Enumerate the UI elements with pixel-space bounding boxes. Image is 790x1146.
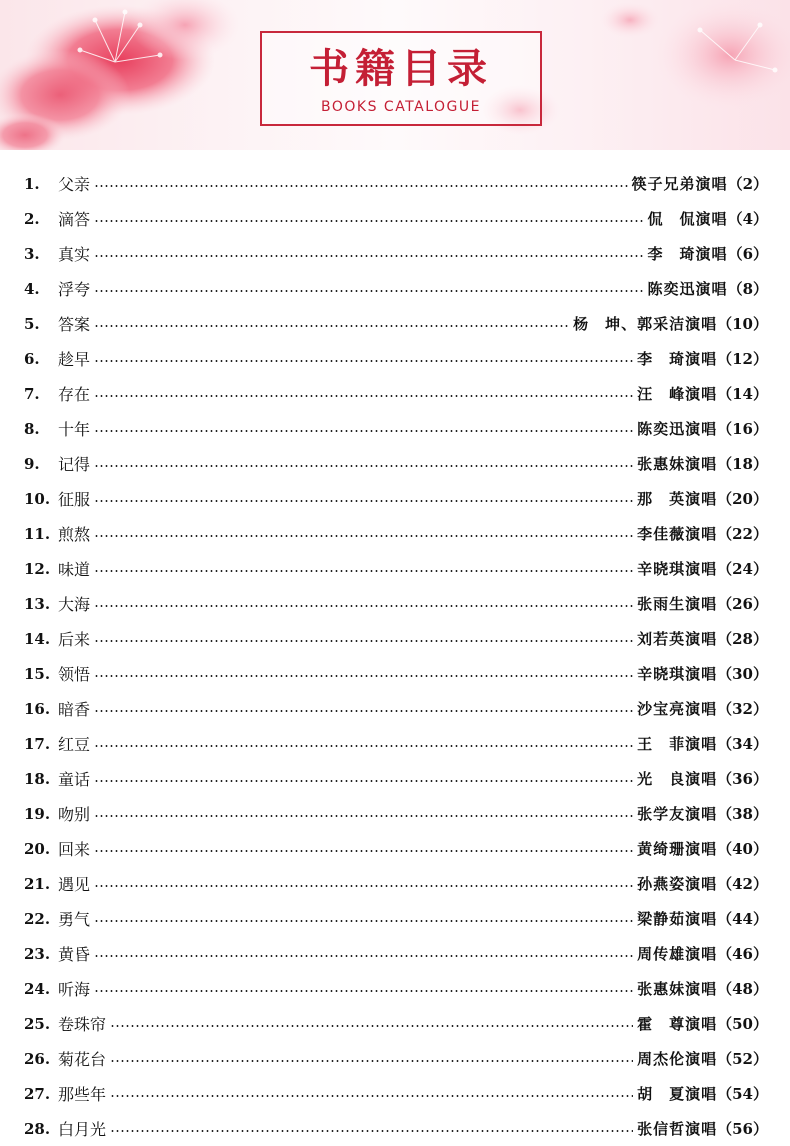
dot-leader <box>94 500 633 502</box>
toc-entry[interactable] <box>24 236 768 271</box>
song-title: 卷珠帘 <box>58 1015 107 1034</box>
page-number: （24） <box>717 560 768 578</box>
song-title: 趁早 <box>58 350 91 369</box>
dot-leader <box>94 780 633 782</box>
dot-leader <box>94 430 633 432</box>
page-number: （2） <box>727 175 768 193</box>
entry-number: 12. <box>24 559 51 578</box>
song-title: 答案 <box>58 315 91 334</box>
song-title: 煎熬 <box>58 525 91 544</box>
page-number: （20） <box>717 490 768 508</box>
dot-leader <box>94 220 644 222</box>
header-banner <box>0 0 790 150</box>
singer-name: 孙燕姿演唱 <box>637 875 718 893</box>
dot-leader <box>94 605 633 607</box>
singer-name: 张惠妹演唱 <box>637 980 718 998</box>
song-title: 领悟 <box>58 665 91 684</box>
toc-entry[interactable] <box>24 481 768 516</box>
song-title: 后来 <box>58 630 91 649</box>
entry-number: 23. <box>24 944 51 963</box>
song-title: 童话 <box>58 770 91 789</box>
page-number: （34） <box>717 735 768 753</box>
toc-entry[interactable] <box>24 656 768 691</box>
toc-entry[interactable] <box>24 726 768 761</box>
singer-name: 李佳薇演唱 <box>637 525 718 543</box>
entry-number: 6. <box>24 349 40 368</box>
song-title: 味道 <box>58 560 91 579</box>
song-title: 勇气 <box>58 910 91 929</box>
singer-name: 李 琦演唱 <box>647 245 728 263</box>
singer-name: 汪 峰演唱 <box>637 385 718 403</box>
page-number: （8） <box>727 280 768 298</box>
dot-leader <box>110 1095 633 1097</box>
entry-number: 3. <box>24 244 40 263</box>
toc-entry[interactable] <box>24 446 768 481</box>
song-title: 浮夸 <box>58 280 91 299</box>
entry-number: 28. <box>24 1119 51 1138</box>
dot-leader <box>94 885 633 887</box>
dot-leader <box>94 360 633 362</box>
page-number: （14） <box>717 385 768 403</box>
page-number: （16） <box>717 420 768 438</box>
entry-number: 22. <box>24 909 51 928</box>
page-number: （48） <box>717 980 768 998</box>
entry-number: 16. <box>24 699 51 718</box>
song-title: 那些年 <box>58 1085 107 1104</box>
singer-name: 筷子兄弟演唱 <box>631 175 728 193</box>
toc-entry[interactable] <box>24 201 768 236</box>
entry-number: 24. <box>24 979 51 998</box>
dot-leader <box>94 570 633 572</box>
dot-leader <box>94 640 633 642</box>
entry-number: 5. <box>24 314 40 333</box>
entry-number: 25. <box>24 1014 51 1033</box>
dot-leader <box>94 920 633 922</box>
page-number: （36） <box>717 770 768 788</box>
toc-entry[interactable] <box>24 376 768 411</box>
dot-leader <box>94 990 633 992</box>
dot-leader <box>94 745 633 747</box>
singer-name: 周杰伦演唱 <box>637 1050 718 1068</box>
page-number: （52） <box>717 1050 768 1068</box>
toc-entry[interactable] <box>24 516 768 551</box>
singer-name: 张学友演唱 <box>637 805 718 823</box>
dot-leader <box>110 1025 633 1027</box>
singer-name: 陈奕迅演唱 <box>637 420 718 438</box>
toc-entry[interactable] <box>24 1111 768 1146</box>
toc-entry[interactable] <box>24 166 768 201</box>
song-title: 听海 <box>58 980 91 999</box>
dot-leader <box>94 850 633 852</box>
toc-entry[interactable] <box>24 691 768 726</box>
singer-name: 辛晓琪演唱 <box>637 560 718 578</box>
song-title: 菊花台 <box>58 1050 107 1069</box>
singer-name: 胡 夏演唱 <box>637 1085 718 1103</box>
song-title: 滴答 <box>58 210 91 229</box>
singer-name: 王 菲演唱 <box>637 735 718 753</box>
page-number: （42） <box>717 875 768 893</box>
entry-number: 26. <box>24 1049 51 1068</box>
entry-number: 21. <box>24 874 51 893</box>
toc-entry[interactable] <box>24 901 768 936</box>
song-title: 存在 <box>58 385 91 404</box>
page-number: （10） <box>717 315 768 333</box>
dot-leader <box>94 815 633 817</box>
page-number: （28） <box>717 630 768 648</box>
song-title: 回来 <box>58 840 91 859</box>
singer-name: 光 良演唱 <box>637 770 718 788</box>
page-number: （40） <box>717 840 768 858</box>
entry-number: 19. <box>24 804 51 823</box>
dot-leader <box>94 255 644 257</box>
page-number: （26） <box>717 595 768 613</box>
entry-number: 14. <box>24 629 51 648</box>
entry-number: 1. <box>24 174 40 193</box>
dot-leader <box>94 395 633 397</box>
toc-entry[interactable] <box>24 971 768 1006</box>
toc-entry[interactable] <box>24 936 768 971</box>
toc-entry[interactable] <box>24 411 768 446</box>
toc-entry[interactable] <box>24 831 768 866</box>
singer-name: 那 英演唱 <box>637 490 718 508</box>
dot-leader <box>94 710 633 712</box>
toc-entry[interactable] <box>24 1076 768 1111</box>
song-title: 十年 <box>58 420 91 439</box>
toc-entry[interactable] <box>24 586 768 621</box>
singer-name: 刘若英演唱 <box>637 630 718 648</box>
singer-name: 沙宝亮演唱 <box>637 700 718 718</box>
page-title: 书籍目录 <box>309 46 493 92</box>
singer-name: 杨 坤、郭采洁演唱 <box>573 315 718 333</box>
entry-number: 18. <box>24 769 51 788</box>
song-title: 大海 <box>58 595 91 614</box>
page-number: （6） <box>727 245 768 263</box>
dot-leader <box>110 1130 633 1132</box>
entry-number: 13. <box>24 594 51 613</box>
entry-number: 4. <box>24 279 40 298</box>
dot-leader <box>94 325 569 327</box>
page-number: （4） <box>727 210 768 228</box>
singer-name: 霍 尊演唱 <box>637 1015 718 1033</box>
page-number: （32） <box>717 700 768 718</box>
song-title: 遇见 <box>58 875 91 894</box>
song-title: 吻别 <box>58 805 91 824</box>
singer-name: 李 琦演唱 <box>637 350 718 368</box>
toc-entry[interactable] <box>24 761 768 796</box>
toc-entry[interactable] <box>24 866 768 901</box>
song-title: 暗香 <box>58 700 91 719</box>
dot-leader <box>94 955 633 957</box>
entry-number: 27. <box>24 1084 51 1103</box>
entry-number: 17. <box>24 734 51 753</box>
entry-number: 9. <box>24 454 40 473</box>
singer-name: 侃 侃演唱 <box>647 210 728 228</box>
song-title: 记得 <box>58 455 91 474</box>
page-number: （44） <box>717 910 768 928</box>
entry-number: 2. <box>24 209 40 228</box>
dot-leader <box>94 290 644 292</box>
page-number: （46） <box>717 945 768 963</box>
dot-leader <box>94 675 633 677</box>
singer-name: 陈奕迅演唱 <box>647 280 728 298</box>
toc-entry[interactable] <box>24 1006 768 1041</box>
title-frame <box>260 31 542 126</box>
toc-entry[interactable] <box>24 271 768 306</box>
entry-number: 8. <box>24 419 40 438</box>
page-number: （12） <box>717 350 768 368</box>
toc-entry[interactable] <box>24 621 768 656</box>
song-title: 父亲 <box>58 175 91 194</box>
table-of-contents <box>24 166 768 1146</box>
dot-leader <box>94 185 628 187</box>
toc-entry[interactable] <box>24 306 768 341</box>
entry-number: 11. <box>24 524 51 543</box>
singer-name: 梁静茹演唱 <box>637 910 718 928</box>
singer-name: 张惠妹演唱 <box>637 455 718 473</box>
dot-leader <box>110 1060 633 1062</box>
entry-number: 15. <box>24 664 51 683</box>
singer-name: 周传雄演唱 <box>637 945 718 963</box>
song-title: 黄昏 <box>58 945 91 964</box>
singer-name: 张雨生演唱 <box>637 595 718 613</box>
song-title: 真实 <box>58 245 91 264</box>
singer-name: 张信哲演唱 <box>637 1120 718 1138</box>
entry-number: 10. <box>24 489 51 508</box>
singer-name: 黄绮珊演唱 <box>637 840 718 858</box>
entry-number: 20. <box>24 839 51 858</box>
page-number: （50） <box>717 1015 768 1033</box>
song-title: 征服 <box>58 490 91 509</box>
entry-number: 7. <box>24 384 40 403</box>
toc-entry[interactable] <box>24 796 768 831</box>
page-number: （22） <box>717 525 768 543</box>
page-number: （54） <box>717 1085 768 1103</box>
page-subtitle: BOOKS CATALOGUE <box>321 99 481 115</box>
singer-name: 辛晓琪演唱 <box>637 665 718 683</box>
page-number: （18） <box>717 455 768 473</box>
song-title: 红豆 <box>58 735 91 754</box>
toc-entry[interactable] <box>24 1041 768 1076</box>
dot-leader <box>94 465 633 467</box>
toc-entry[interactable] <box>24 551 768 586</box>
toc-entry[interactable] <box>24 341 768 376</box>
page-number: （38） <box>717 805 768 823</box>
dot-leader <box>94 535 633 537</box>
page-number: （56） <box>717 1120 768 1138</box>
page-number: （30） <box>717 665 768 683</box>
song-title: 白月光 <box>58 1120 107 1139</box>
